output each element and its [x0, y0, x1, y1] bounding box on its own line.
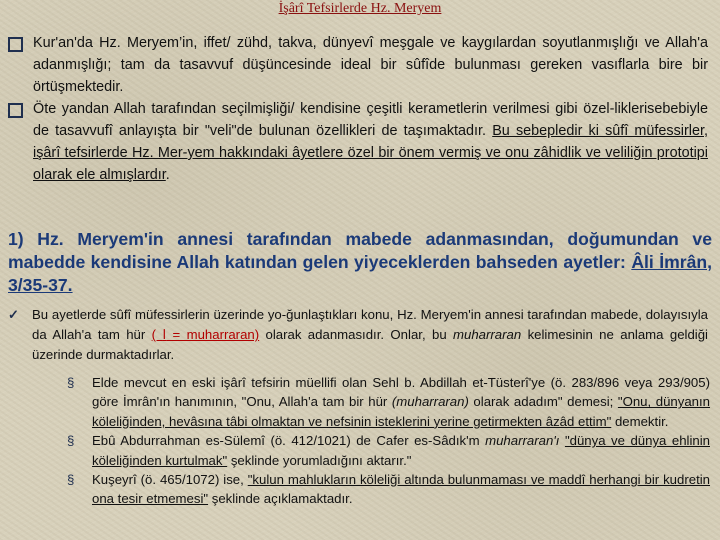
- list-item: [60, 431, 710, 470]
- list-item: [60, 470, 710, 509]
- list-item-quote: "kulun mahlukların köleliği altında bulunmaması ve maddî herhangi bir kudretin ona tesir etmemesi": [92, 472, 711, 507]
- list-item-text: Kuşeyrî (ö. 465/1072) ise,: [92, 472, 248, 488]
- list-item-text: şeklinde açıklamaktadır.: [208, 491, 353, 507]
- check-item-part3: kelimesinin ne anlama geldiği üzerinde durmaktadırlar.: [32, 327, 708, 362]
- list-item-italic: muharraran'ı: [485, 433, 560, 449]
- list-item-text: olarak adadım" demesi;: [468, 394, 618, 410]
- sub-list: [60, 373, 710, 509]
- paragraph-2: [8, 98, 708, 186]
- square-outline-bullet-icon: [8, 103, 23, 118]
- check-item: [8, 305, 708, 365]
- list-item-text: demektir.: [611, 413, 669, 429]
- list-item-text: Elde mevcut en eski işârî tefsirin müellifi olan Sehl b. Abdillah et-Tüsterî'ye (ö. 283/896 veya 293/905) göre İmrân'ın hanımının, "Onu, Allah'a tam bir hür: [92, 375, 710, 410]
- muharraran-term: ( ا = muharraran): [151, 327, 260, 342]
- section-heading-reference: Âli İmrân, 3/35-37.: [8, 252, 712, 295]
- square-bullet-icon: §: [67, 433, 75, 449]
- square-bullet-icon: §: [67, 472, 75, 488]
- list-item-italic: (muharraran): [391, 394, 469, 410]
- checkmark-icon: ✓: [8, 307, 20, 322]
- paragraph-2-end: .: [165, 167, 170, 183]
- check-item-text: [8, 305, 708, 365]
- square-bullet-icon: §: [67, 375, 75, 390]
- section-heading: [8, 228, 712, 297]
- list-item-text: şeklinde yorumladığını aktarır.": [227, 452, 412, 468]
- paragraph-2-underlined: Bu sebepledir ki sûfî müfessirler, işârî tefsirlerde Hz. Mer-yem hakkındaki âyetlere özel bir önem vermiş ve onu zâhidlik ve veliliğin prototipi olarak ele almışlardır: [33, 123, 708, 183]
- check-item-part2: olarak adanmasıdır. Onlar, bu: [259, 327, 454, 342]
- page-title: İşârî Tefsirlerde Hz. Meryem: [278, 1, 442, 16]
- list-item: [60, 373, 710, 431]
- paragraph-1: [8, 32, 708, 98]
- list-item-text: Ebû Abdurrahman es-Sülemî (ö. 412/1021) de Cafer es-Sâdık'm: [92, 433, 486, 449]
- paragraph-1-text: Kur'an'da Hz. Meryem’in, iffet/ zühd, takva, dünyevî meşgale ve kaygılardan soyutlanmışlığı ve Allah'a adanmışlığı; tam da tasavvuf düşüncesinde ideal bir sûfîde bulunması gereken vasıflarla bire bir örtüşmektedir.: [33, 35, 708, 95]
- list-item-quote: "dünya ve dünya ehlinin köleliğinden kurtulmak": [92, 433, 710, 468]
- check-item-italic: muharraran: [453, 327, 522, 342]
- section-heading-text: 1) Hz. Meryem'in annesi tarafından mabede adanmasından, doğumundan ve mabedde kendisine Allah katından gelen yiyeceklerden bahseden ayetler:: [8, 229, 712, 272]
- square-outline-bullet-icon: [8, 37, 23, 52]
- paragraph-2-text: [8, 98, 708, 186]
- check-item-part1: Bu ayetlerde sûfî müfessirlerin üzerinde yo-ğunlaştıkları konu, Hz. Meryem'in annesi tarafından mabede, dolayısıyla da Allah'a tam hür: [32, 307, 708, 342]
- list-item-quote: "Onu, dünyanın köleliğinden, hevâsına tâbi olmaktan ve nefsinin isteklerini yerine getirmekten âzâd ettim": [92, 394, 711, 429]
- paragraph-2-plain: Öte yandan Allah tarafından seçilmişliği/ kendisine çeşitli kerametlerin verilmesi gibi özel-liklerisebebiyle de tasavvufî anlayışta bir "veli"de bulunan özellikleri de taşımaktadır.: [33, 101, 708, 139]
